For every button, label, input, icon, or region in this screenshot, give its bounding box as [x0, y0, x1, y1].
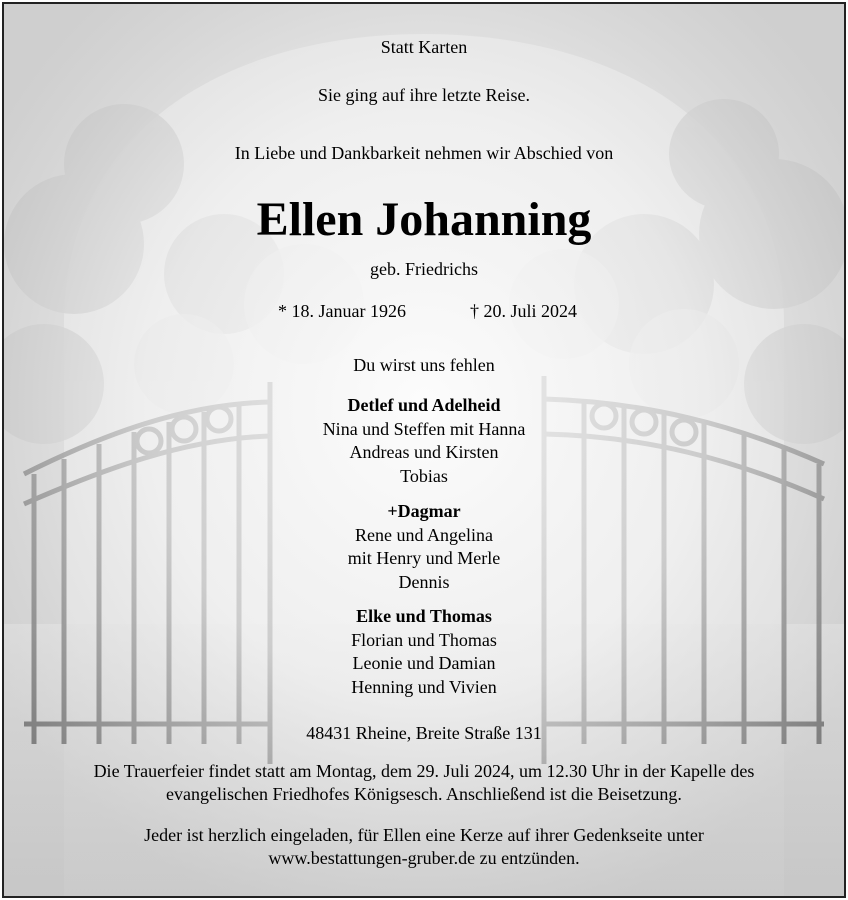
family-member: mit Henry und Merle: [347, 548, 501, 568]
family-group: [4, 605, 844, 699]
family-group: [4, 394, 844, 488]
farewell: Du wirst uns fehlen: [353, 355, 495, 375]
invitation-info: [4, 824, 844, 870]
deceased-name: Ellen Johanning: [256, 193, 592, 246]
intro: In Liebe und Dankbarkeit nehmen wir Abschied von: [234, 143, 614, 163]
family-member: Henning und Vivien: [351, 676, 497, 697]
family-head: Elke und Thomas: [356, 606, 492, 626]
ceremony-line: evangelischen Friedhofes Königsesch. Anschließend ist die Beisetzung.: [166, 784, 682, 804]
family-member: Nina und Steffen mit Hanna: [322, 418, 526, 439]
heading: Statt Karten: [380, 37, 468, 57]
notice-text: [4, 4, 844, 896]
address: 48431 Rheine, Breite Straße 131: [306, 723, 542, 743]
ceremony-info: [4, 760, 844, 806]
family-head: +Dagmar: [387, 501, 461, 521]
family-member: Andreas und Kirsten: [349, 442, 499, 462]
invitation-line: Jeder ist herzlich eingeladen, für Ellen eine Kerze auf ihrer Gedenkseite unter: [144, 825, 704, 845]
family-member: Leonie und Damian: [352, 653, 496, 673]
maiden-name: geb. Friedrichs: [370, 259, 478, 279]
death-date: † 20. Juli 2024: [470, 301, 578, 321]
family-member: Dennis: [398, 571, 450, 592]
family-member: Florian und Thomas: [351, 629, 497, 650]
quote: Sie ging auf ihre letzte Reise.: [318, 85, 530, 105]
family-member: Rene und Angelina: [355, 524, 493, 545]
invitation-line: www.bestattungen-gruber.de zu entzünden.: [268, 848, 580, 868]
ceremony-line: Die Trauerfeier findet statt am Montag, dem 29. Juli 2024, um 12.30 Uhr in der Kapelle des: [93, 761, 755, 781]
family-member: Tobias: [400, 465, 448, 486]
obituary-card: [2, 2, 846, 898]
family-group: [4, 500, 844, 594]
family-head: Detlef und Adelheid: [347, 395, 501, 415]
birth-date: * 18. Januar 1926: [278, 301, 406, 321]
